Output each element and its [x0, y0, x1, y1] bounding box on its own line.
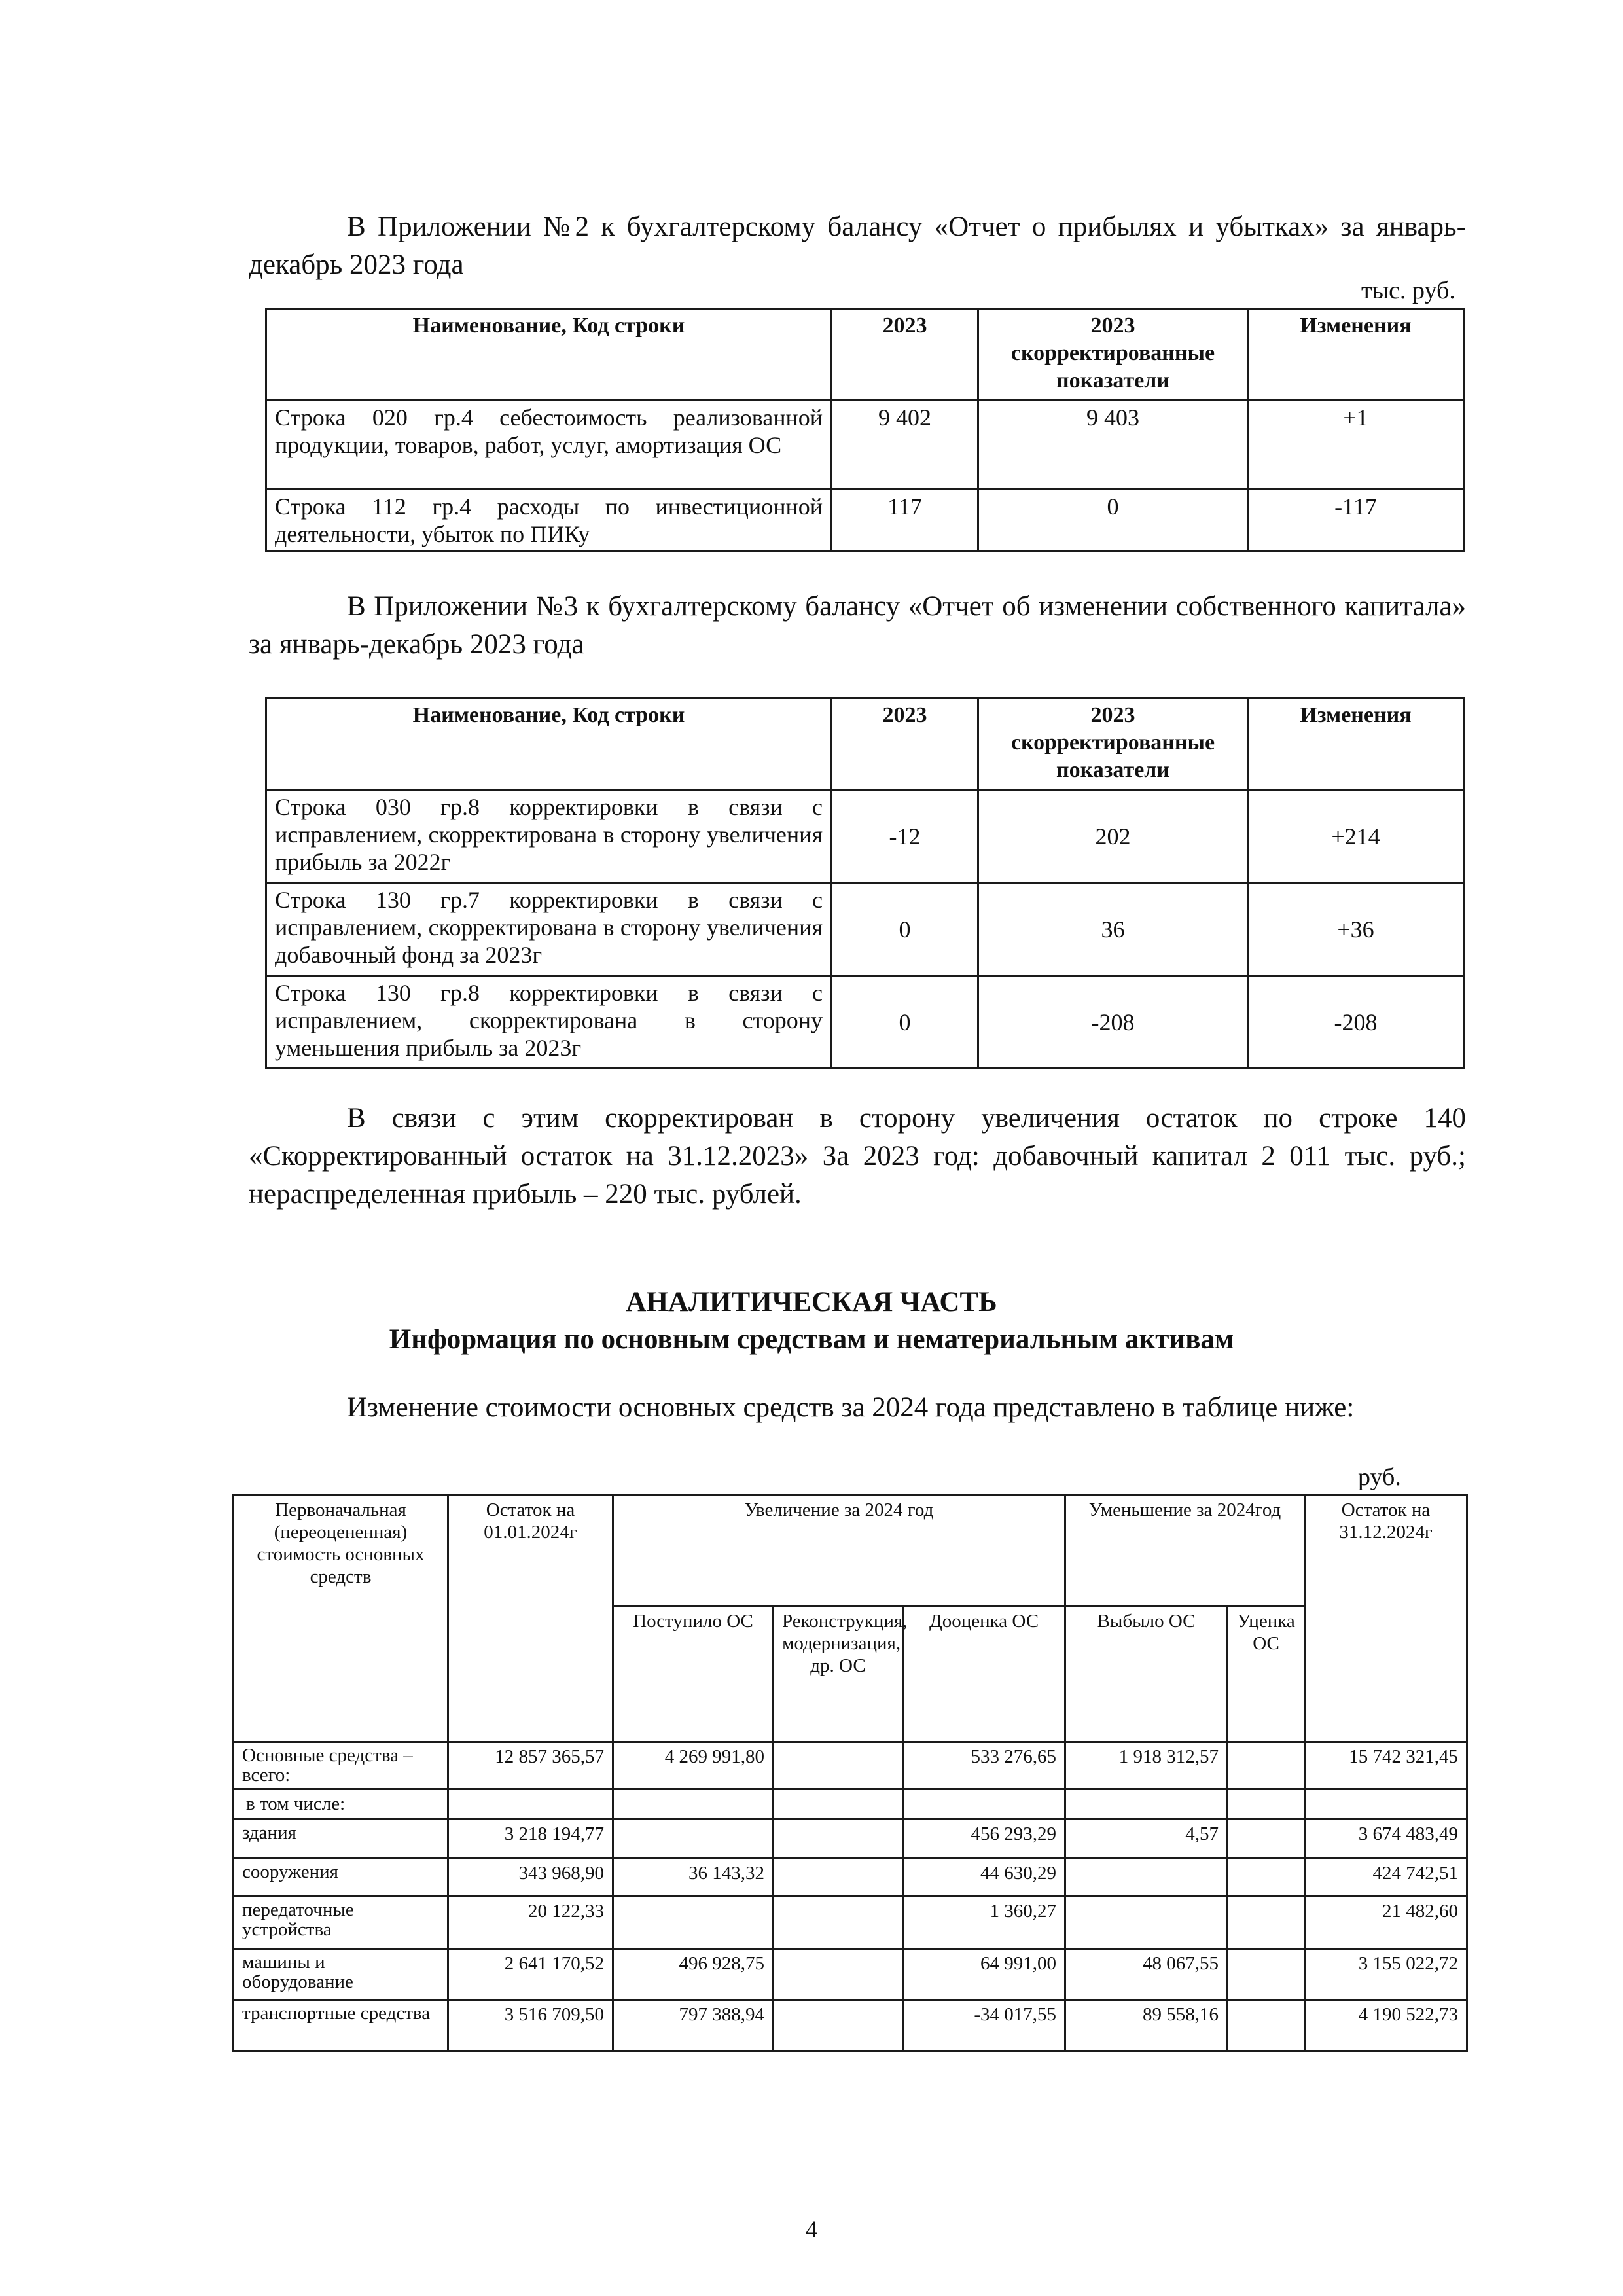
header-corrected: 2023 скорректированные показатели: [978, 698, 1248, 790]
row-name: Строка 130 гр.8 корректировки в связи с исправлением, скорректирована в сторону уменьшения прибыль за 2023г: [266, 976, 832, 1069]
value-closing: 424 742,51: [1305, 1859, 1467, 1897]
value-markdown: [1228, 1820, 1305, 1859]
value-received: 797 388,94: [613, 2000, 774, 2051]
value-received: [613, 1820, 774, 1859]
value-change: +214: [1248, 790, 1464, 883]
row-name: передаточные устройства: [234, 1897, 448, 1949]
value-revaluation: 64 991,00: [903, 1949, 1065, 2000]
profit-loss-corrections-table: [265, 308, 1465, 552]
value-disposed: [1065, 1897, 1228, 1949]
row-name: Основные средства – всего:: [234, 1742, 448, 1789]
value-2023: 0: [832, 883, 978, 976]
row-name: сооружения: [234, 1859, 448, 1897]
subheader-including: в том числе:: [234, 1789, 448, 1820]
value-received: 36 143,32: [613, 1859, 774, 1897]
row-name: Строка 020 гр.4 себестоимость реализованной продукции, товаров, работ, услуг, амортизация ОС: [266, 401, 832, 490]
value-reconstruction: [774, 1820, 903, 1859]
row-name: машины и оборудование: [234, 1949, 448, 2000]
paragraph-fixed-assets-intro: Изменение стоимости основных средств за 2024 года представлено в таблице ниже:: [347, 1392, 1355, 1423]
table-row: [266, 790, 1464, 883]
value-revaluation: -34 017,55: [903, 2000, 1065, 2051]
value-opening: 3 516 709,50: [448, 2000, 613, 2051]
table-row: [266, 883, 1464, 976]
section-subheading: Информация по основным средствам и нематериальным активам: [389, 1324, 1234, 1355]
row-name: Строка 130 гр.7 корректировки в связи с исправлением, скорректирована в сторону увеличения добавочный фонд за 2023г: [266, 883, 832, 976]
value-reconstruction: [774, 1859, 903, 1897]
value-markdown: [1228, 1897, 1305, 1949]
row-name: здания: [234, 1820, 448, 1859]
table-row: [234, 1859, 1467, 1897]
row-name: Строка 030 гр.8 корректировки в связи с исправлением, скорректирована в сторону увеличения прибыль за 2022г: [266, 790, 832, 883]
value-corrected: 202: [978, 790, 1248, 883]
paragraph-appendix-3: В Приложении №3 к бухгалтерскому балансу «Отчет об изменении собственного капитала» за январь-декабрь 2023 года: [249, 591, 1466, 660]
value-reconstruction: [774, 1742, 903, 1789]
value-change: +1: [1248, 401, 1464, 490]
value-closing: 3 155 022,72: [1305, 1949, 1467, 2000]
value-2023: 9 402: [832, 401, 978, 490]
value-markdown: [1228, 1949, 1305, 2000]
value-disposed: 4,57: [1065, 1820, 1228, 1859]
value-corrected: 0: [978, 490, 1248, 552]
header-increase-group: Увеличение за 2024 год: [613, 1496, 1065, 1607]
value-disposed: 48 067,55: [1065, 1949, 1228, 2000]
value-closing: 21 482,60: [1305, 1897, 1467, 1949]
header-2023: 2023: [832, 309, 978, 401]
header-revaluation: Дооценка ОС: [903, 1607, 1065, 1742]
value-reconstruction: [774, 2000, 903, 2051]
header-name-code: Наименование, Код строки: [266, 698, 832, 790]
value-2023: -12: [832, 790, 978, 883]
value-closing: 3 674 483,49: [1305, 1820, 1467, 1859]
fixed-assets-table: [232, 1494, 1468, 2052]
value-markdown: [1228, 1742, 1305, 1789]
row-name: Строка 112 гр.4 расходы по инвестиционной деятельности, убыток по ПИКу: [266, 490, 832, 552]
value-revaluation: 456 293,29: [903, 1820, 1065, 1859]
header-changes: Изменения: [1248, 309, 1464, 401]
table-row: [234, 1949, 1467, 2000]
value-received: [613, 1897, 774, 1949]
unit-label-thousand-rub: тыс. руб.: [1361, 277, 1455, 304]
value-revaluation: 1 360,27: [903, 1897, 1065, 1949]
value-disposed: 1 918 312,57: [1065, 1742, 1228, 1789]
value-opening: 3 218 194,77: [448, 1820, 613, 1859]
value-received: 496 928,75: [613, 1949, 774, 2000]
row-name: транспортные средства: [234, 2000, 448, 2051]
header-closing-balance: Остаток на 31.12.2024г: [1305, 1496, 1467, 1742]
value-corrected: 9 403: [978, 401, 1248, 490]
unit-label-rub: руб.: [1358, 1463, 1401, 1491]
value-corrected: -208: [978, 976, 1248, 1069]
value-opening: 2 641 170,52: [448, 1949, 613, 2000]
table-row: [234, 1789, 1467, 1820]
header-markdown: Уценка ОС: [1228, 1607, 1305, 1742]
value-2023: 117: [832, 490, 978, 552]
value-change: +36: [1248, 883, 1464, 976]
header-corrected: 2023 скорректированные показатели: [978, 309, 1248, 401]
value-markdown: [1228, 1859, 1305, 1897]
section-heading: АНАЛИТИЧЕСКАЯ ЧАСТЬ: [626, 1287, 997, 1318]
table-row: [266, 976, 1464, 1069]
value-2023: 0: [832, 976, 978, 1069]
value-markdown: [1228, 2000, 1305, 2051]
value-revaluation: 44 630,29: [903, 1859, 1065, 1897]
header-reconstruction: Реконструкция, модернизация, др. ОС: [774, 1607, 903, 1742]
table-row: [266, 490, 1464, 552]
table-row: [234, 2000, 1467, 2051]
value-change: -117: [1248, 490, 1464, 552]
equity-changes-corrections-table: [265, 697, 1465, 1069]
value-opening: 20 122,33: [448, 1897, 613, 1949]
value-reconstruction: [774, 1949, 903, 2000]
value-revaluation: 533 276,65: [903, 1742, 1065, 1789]
header-disposed: Выбыло ОС: [1065, 1607, 1228, 1742]
value-reconstruction: [774, 1897, 903, 1949]
header-2023: 2023: [832, 698, 978, 790]
table-row: [234, 1820, 1467, 1859]
header-changes: Изменения: [1248, 698, 1464, 790]
table-row: [234, 1742, 1467, 1789]
value-received: 4 269 991,80: [613, 1742, 774, 1789]
paragraph-correction-summary: В связи с этим скорректирован в сторону увеличения остаток по строке 140 «Скорректированный остаток на 31.12.2023» За 2023 год: добавочный капитал 2 011 тыс. руб.; нераспределенная прибыль – 220 тыс. рублей.: [249, 1103, 1466, 1210]
header-name-code: Наименование, Код строки: [266, 309, 832, 401]
header-decrease-group: Уменьшение за 2024год: [1065, 1496, 1305, 1607]
value-change: -208: [1248, 976, 1464, 1069]
table-row: [266, 401, 1464, 490]
value-closing: 15 742 321,45: [1305, 1742, 1467, 1789]
value-corrected: 36: [978, 883, 1248, 976]
value-disposed: 89 558,16: [1065, 2000, 1228, 2051]
value-opening: 343 968,90: [448, 1859, 613, 1897]
paragraph-appendix-2: В Приложении №2 к бухгалтерскому балансу «Отчет о прибылях и убытках» за январь-декабрь 2023 года: [249, 211, 1466, 280]
header-asset-category: Первоначальная (переоцененная) стоимость основных средств: [234, 1496, 448, 1742]
header-opening-balance: Остаток на 01.01.2024г: [448, 1496, 613, 1742]
header-received: Поступило ОС: [613, 1607, 774, 1742]
page-number: 4: [806, 2216, 817, 2242]
value-closing: 4 190 522,73: [1305, 2000, 1467, 2051]
table-row: [234, 1897, 1467, 1949]
value-disposed: [1065, 1859, 1228, 1897]
value-opening: 12 857 365,57: [448, 1742, 613, 1789]
